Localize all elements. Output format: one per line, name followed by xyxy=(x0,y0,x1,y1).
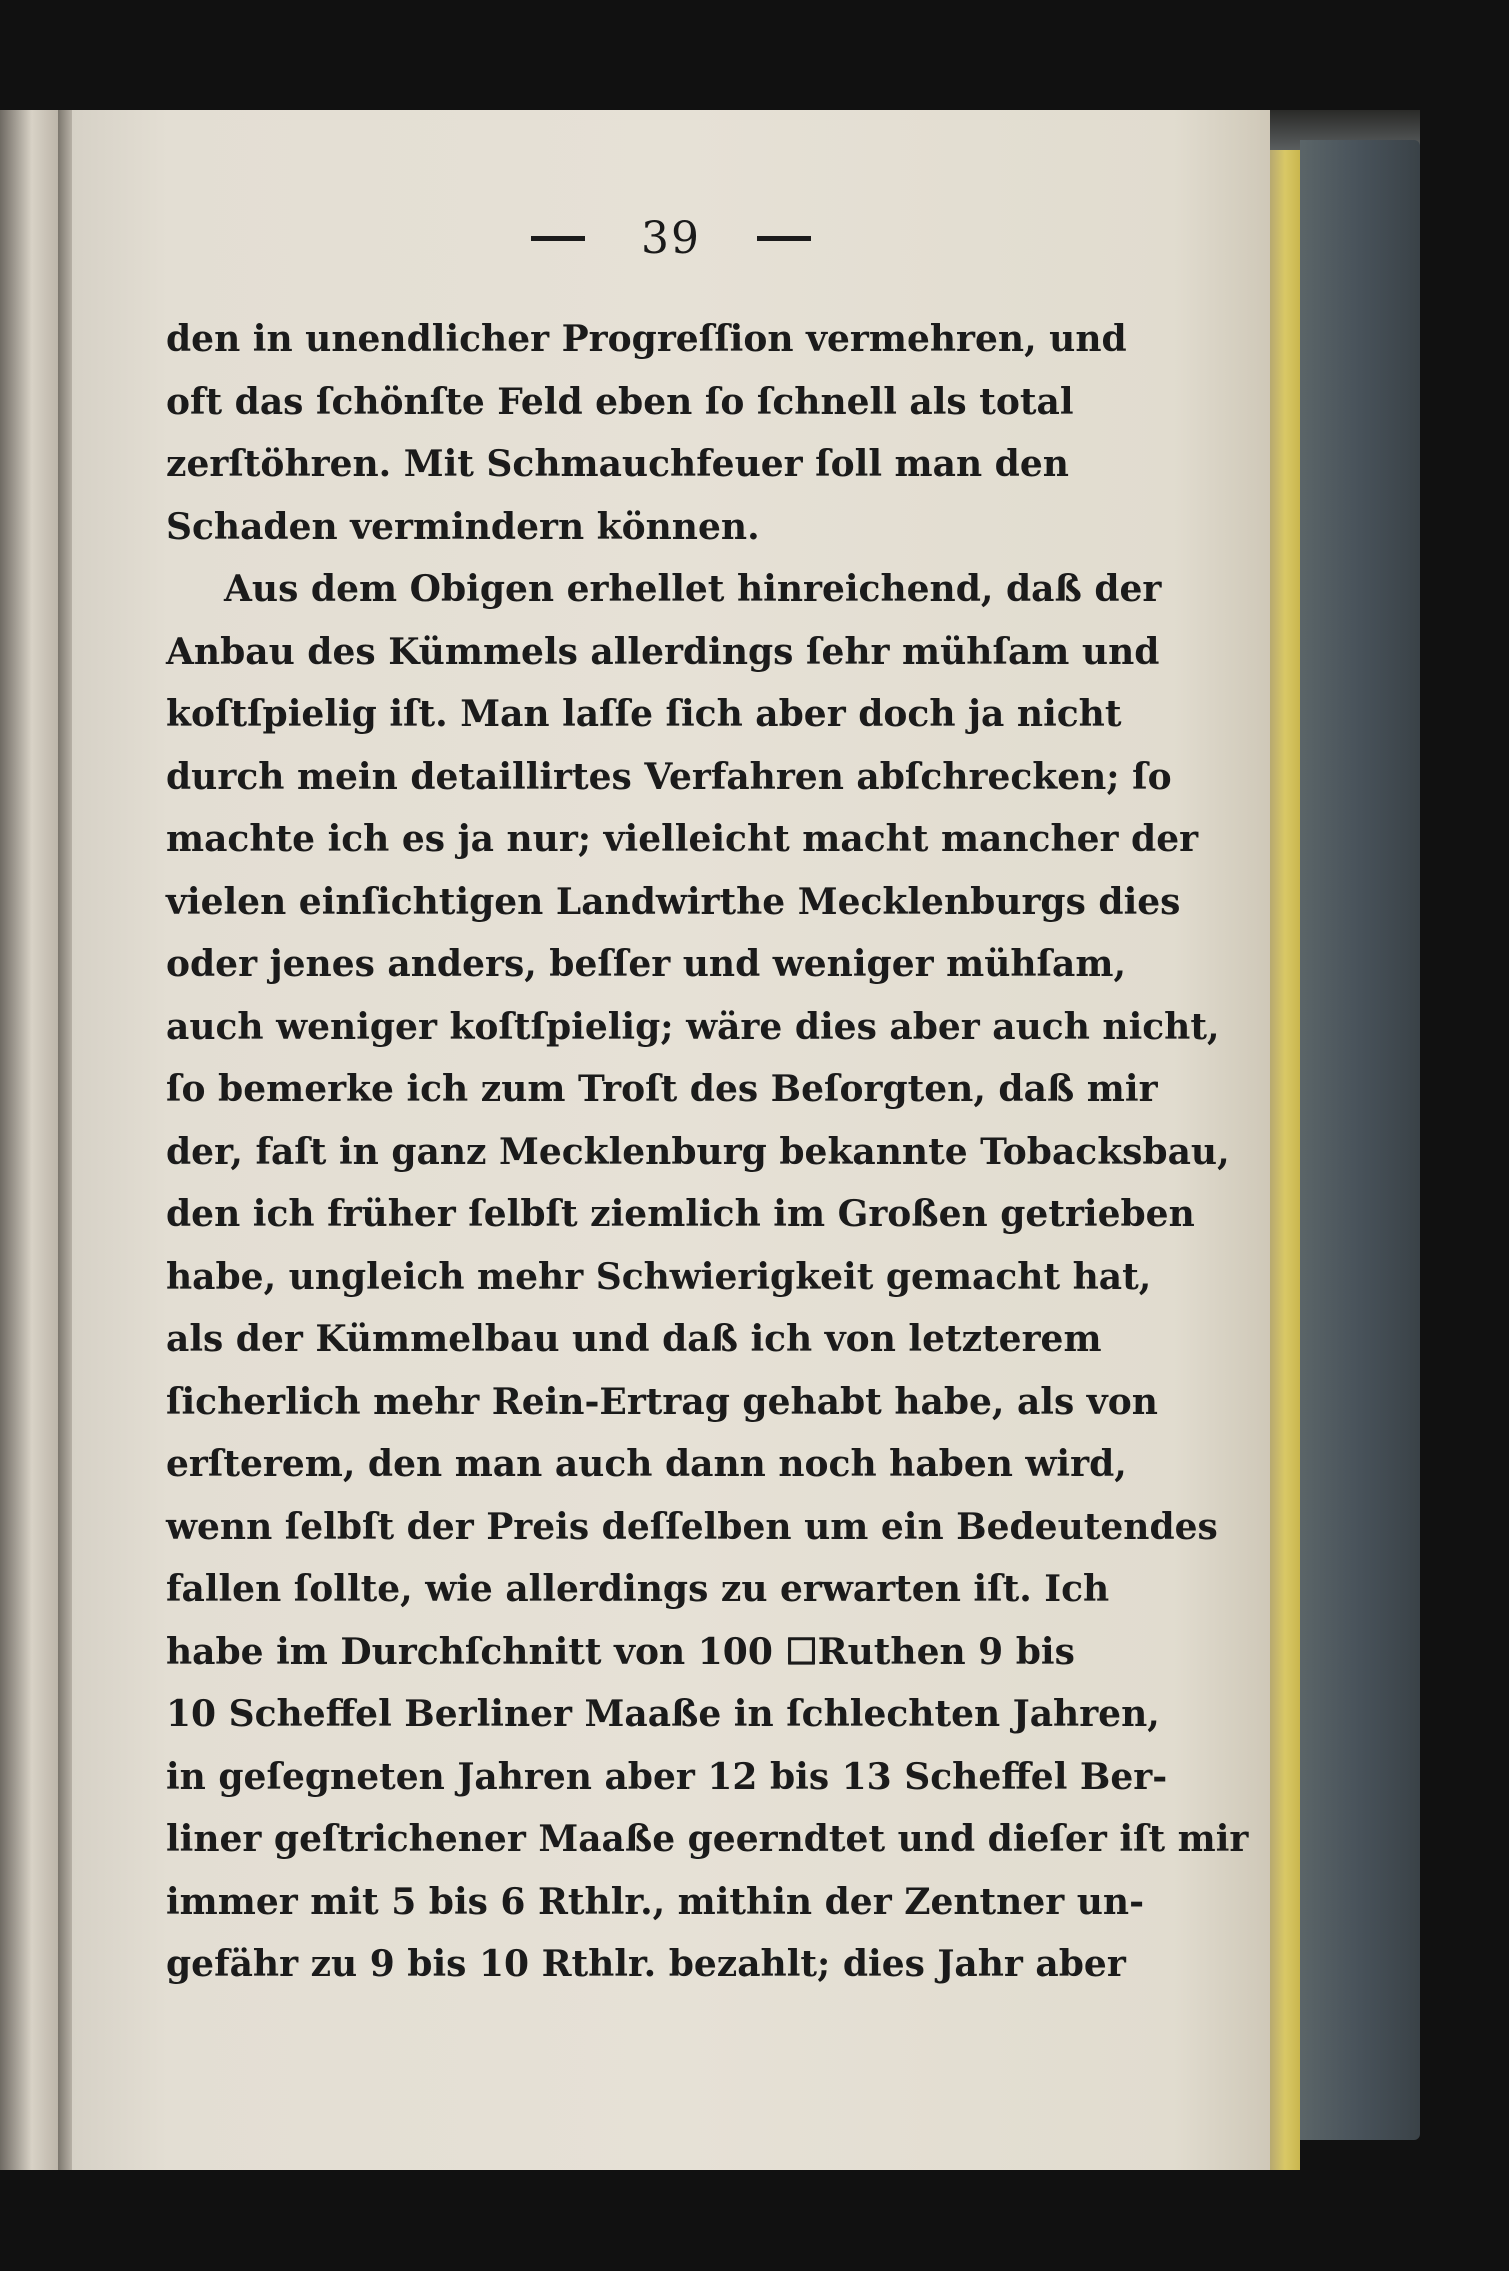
text-line: zerſtöhren. Mit Schmauchfeuer ſoll man den xyxy=(166,443,1069,485)
text-line: als der Kümmelbau und daß ich von letzterem xyxy=(166,1318,1102,1360)
text-line: Aus dem Obigen erhellet hinreichend, daß der xyxy=(224,568,1162,610)
text-line: habe, ungleich mehr Schwierigkeit gemacht hat, xyxy=(166,1255,1152,1298)
text-line: 10 Scheffel Berliner Maaße in ſchlechten Jahren, xyxy=(166,1693,1160,1735)
book-page xyxy=(72,110,1270,2170)
text-line: wenn ſelbſt der Preis deſſelben um ein Bedeutendes xyxy=(166,1505,1218,1548)
text-line: liner geſtrichener Maaße geerndtet und dieſer iſt mir xyxy=(166,1818,1249,1860)
text-line: in geſegneten Jahren aber 12 bis 13 Scheffel Ber- xyxy=(166,1755,1168,1798)
text-line: ſo bemerke ich zum Troſt des Beſorgten, daß mir xyxy=(166,1068,1158,1110)
text-line: den ich früher ſelbſt ziemlich im Großen getrieben xyxy=(166,1193,1195,1235)
gilt-page-edge xyxy=(1270,110,1300,2170)
page-header xyxy=(72,210,1270,264)
text-line: der, faſt in ganz Mecklenburg bekannte Tobacksbau, xyxy=(166,1130,1230,1173)
text-line: gefähr zu 9 bis 10 Rthlr. bezahlt; dies Jahr aber xyxy=(166,1943,1126,1985)
text-line: fallen ſollte, wie allerdings zu erwarten iſt. Ich xyxy=(166,1568,1110,1610)
page-number: 39 xyxy=(641,213,701,264)
text-line: koſtſpielig iſt. Man laſſe ſich aber doch ja nicht xyxy=(166,693,1122,735)
text-line: habe im Durchſchnitt von 100 ☐Ruthen 9 bis xyxy=(166,1630,1075,1673)
text-line: ſicherlich mehr Rein-Ertrag gehabt habe, als von xyxy=(166,1380,1158,1423)
text-line: Schaden vermindern können. xyxy=(166,505,760,548)
text-line: oder jenes anders, beſſer und weniger mühſam, xyxy=(166,943,1126,985)
header-dash-right xyxy=(757,236,811,241)
text-line: durch mein detaillirtes Verfahren abſchrecken; ſo xyxy=(166,755,1172,798)
text-line: vielen einſichtigen Landwirthe Mecklenburgs dies xyxy=(166,880,1181,923)
text-line: Anbau des Kümmels allerdings ſehr mühſam und xyxy=(166,630,1160,673)
previous-page-edge xyxy=(0,110,61,2170)
text-line: erſterem, den man auch dann noch haben wird, xyxy=(166,1443,1127,1485)
header-dash-left xyxy=(531,236,585,241)
cover-board xyxy=(1300,140,1420,2140)
text-line: oft das ſchönſte Feld eben ſo ſchnell als total xyxy=(166,380,1074,423)
text-line: auch weniger koſtſpielig; wäre dies aber auch nicht, xyxy=(166,1005,1220,1048)
book-gutter xyxy=(58,110,72,2170)
body-text xyxy=(166,308,1249,1996)
text-line: immer mit 5 bis 6 Rthlr., mithin der Zentner un- xyxy=(166,1880,1145,1923)
text-line: machte ich es ja nur; vielleicht macht mancher der xyxy=(166,818,1199,860)
text-line: den in unendlicher Progreſſion vermehren, und xyxy=(166,318,1127,360)
